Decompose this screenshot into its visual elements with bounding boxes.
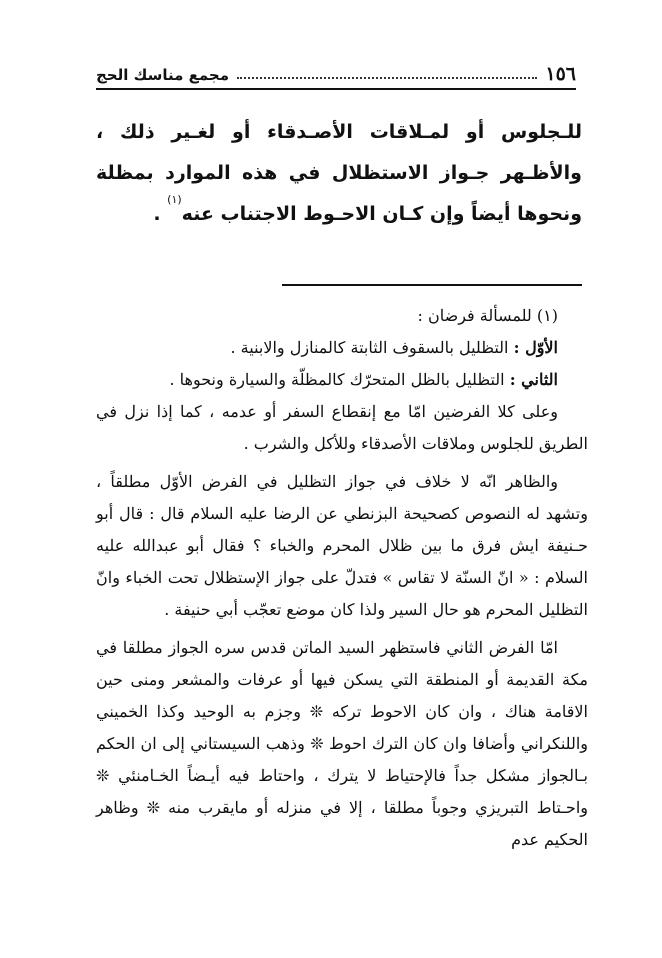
- second-case-text: التظليل بالظل المتحرّك كالمظلّة والسيارة ونحوها .: [169, 370, 505, 389]
- running-header: [96, 58, 576, 90]
- second-case-label: الثاني :: [509, 370, 558, 389]
- page-number: ١٥٦: [545, 63, 576, 85]
- footnote-marker: (١): [536, 306, 558, 325]
- footnote-paragraph-1: وعلى كلا الفرضين امّا مع إنقطاع السفر أو عدمه ، كما إذا نزل في الطريق للجلوس وملاقات الأصدقاء وللأكل والشرب .: [96, 402, 588, 453]
- footnote-first-case: [96, 332, 588, 364]
- main-body-text: للـجلوس أو لمـلاقات الأصـدقاء أو لغـير ذلك ، والأظـهر جـواز الاستظلال في هذه الموارد بمظلة ونحوها أيضاً وإن كـان الاحـوط الاجتناب عنه: [96, 121, 582, 225]
- footnote-intro: [96, 300, 588, 332]
- footnote-second-case: [96, 364, 588, 396]
- footnotes-section: [96, 300, 588, 856]
- main-end-punct: .: [153, 203, 168, 225]
- running-title: مجمع مناسك الحج: [96, 66, 230, 84]
- main-paragraph: [96, 112, 582, 235]
- footnote-paragraph-3: امّا الفرض الثاني فاستظهر السيد الماتن قدس سره الجواز مطلقا في مكة القديمة أو المنطقة التي يسكن فيها أو عرفات والمشعر ومنى حين الاقامة هناك ، وان كان الاحوط تركه ❊ وجزم به الوحيد وكذا الخميني واللنكراني وأضافا وان كان الترك احوط ❊ وذهب السيستاني إلى ان الحكم بـالجواز مشكل جداً فالإحتياط لا يترك ، واحتاط فيه أيـضاً الخـامنئي ❊ واحـتاط التبريزي وجوباً مطلقا ، إلا في منزله أو مايقرب منه ❊ وظاهر الحكيم عدم: [96, 638, 588, 849]
- first-case-text: التظليل بالسقوف الثابتة كالمنازل والابنية .: [230, 338, 509, 357]
- first-case-label: الأوّل :: [513, 338, 558, 357]
- header-dot-leader: [237, 77, 537, 79]
- footnote-reference[interactable]: (١): [167, 193, 182, 206]
- footnote-paragraph-2: والظاهر انّه لا خلاف في جواز التظليل في الفرض الأوّل مطلقاً ، وتشهد له النصوص كصحيحة البزنطي عن الرضا عليه السلام قال : قال أبو حـنيفة ايش فرق ما بين ظلال المحرم والخباء ؟ فقال أبو عبدالله عليه السلام : « انّ السنّة لا تقاس » فتدلّ على جواز الإستظلال تحت الخباء وانّ التظليل المحرم هو حال السير ولذا كان موضع تعجّب أبي حنيفة .: [96, 472, 588, 619]
- footnote-intro-text: للمسألة فرضان :: [417, 306, 532, 325]
- footnote-separator: [282, 284, 582, 286]
